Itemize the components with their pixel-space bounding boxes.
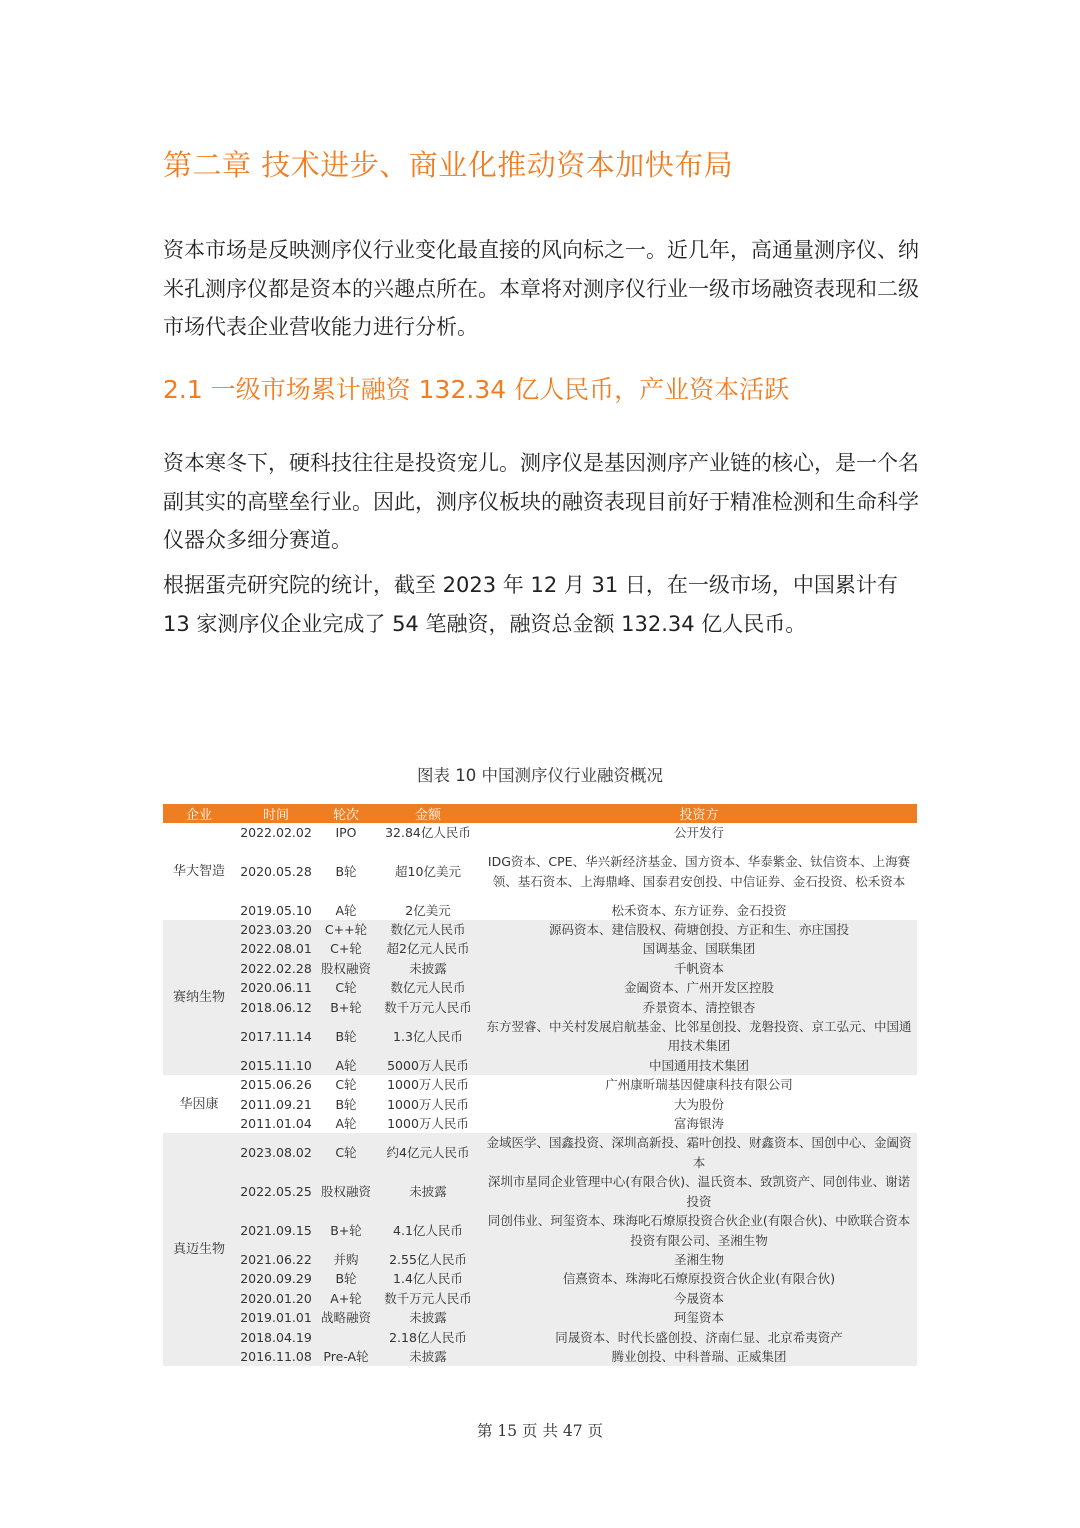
round-cell: B+轮 (317, 998, 375, 1017)
body-paragraph: 资本寒冬下，硬科技往往是投资宠儿。测序仪是基因测序产业链的核心，是一个名副其实的高壁垒行业。因此，测序仪板块的融资表现目前好于精准检测和生命科学仪器众多细分赛道。 (163, 451, 919, 552)
date-cell: 2020.05.28 (240, 863, 312, 879)
investors-cell: 国调基金、国联集团 (481, 939, 917, 958)
round-cell: 战略融资 (317, 1308, 375, 1327)
amount-cell: 超2亿元人民币 (375, 939, 481, 958)
round-cell: B轮 (317, 1017, 375, 1056)
amount-cell: 数亿元人民币 (375, 978, 481, 997)
date-cell: 2023.08.02 (235, 1133, 317, 1172)
investors-cell: 广州康昕瑞基因健康科技有限公司 (605, 1077, 793, 1093)
investors-cell: 富海银涛 (673, 1116, 724, 1132)
investors-cell: IDG资本、CPE、华兴新经济基金、国方资本、华泰紫金、钛信资本、上海赛领、基石资本、上海鼎峰、国泰君安创投、中信证券、金石投资、松禾资本 (487, 854, 911, 889)
amount-cell: 1.4亿人民币 (375, 1269, 481, 1288)
round-cell: C轮 (317, 978, 375, 997)
table-row (163, 978, 917, 997)
company-group (163, 1075, 917, 1133)
amount-cell: 4.1亿人民币 (375, 1211, 481, 1250)
amount-cell: 数亿元人民币 (375, 920, 481, 939)
date-cell: 2021.09.15 (235, 1211, 317, 1250)
amount-cell: 数千万元人民币 (375, 1289, 481, 1308)
round-cell: IPO (335, 825, 357, 840)
date-cell: 2018.06.12 (235, 998, 317, 1017)
round-cell: B轮 (335, 863, 357, 879)
date-cell: 2015.11.10 (235, 1056, 317, 1075)
table-row (163, 1308, 917, 1327)
investors-cell: 信熹资本、珠海叱石燎原投资合伙企业(有限合伙) (481, 1269, 917, 1288)
round-cell: A轮 (335, 1116, 357, 1132)
table-header-row (163, 804, 917, 823)
col-header-amount: 金额 (375, 804, 481, 823)
date-cell: 2021.06.22 (235, 1250, 317, 1269)
date-cell: 2020.01.20 (235, 1289, 317, 1308)
col-header-date: 时间 (235, 804, 317, 823)
amount-cell: 约4亿元人民币 (375, 1133, 481, 1172)
amount-cell: 1000万人民币 (387, 1077, 469, 1093)
table-row (163, 998, 917, 1017)
investors-cell: 腾业创投、中科普瑞、正威集团 (481, 1347, 917, 1366)
round-cell: B轮 (317, 1269, 375, 1288)
investors-cell: 同创伟业、珂玺资本、珠海叱石燎原投资合伙企业(有限合伙)、中欧联合资本投资有限公司、圣湘生物 (481, 1211, 917, 1250)
table-row (163, 920, 917, 939)
financing-table (163, 804, 917, 1366)
investors-cell: 圣湘生物 (481, 1250, 917, 1269)
round-cell: A轮 (335, 902, 357, 918)
date-cell: 2022.05.25 (235, 1172, 317, 1211)
amount-cell: 未披露 (375, 1347, 481, 1366)
company-cell: 赛纳生物 (163, 920, 235, 1075)
page-number: 第 15 页 共 47 页 (476, 1422, 604, 1440)
investors-cell: 大为股份 (673, 1096, 724, 1112)
investors-cell: 今晟资本 (481, 1289, 917, 1308)
company-cell: 华因康 (179, 1096, 219, 1112)
table-row (163, 1328, 917, 1347)
round-cell: 股权融资 (317, 1172, 375, 1211)
date-cell: 2011.09.21 (240, 1096, 312, 1112)
amount-cell: 1.3亿人民币 (375, 1017, 481, 1056)
section-title: 2.1 一级市场累计融资 132.34 亿人民币，产业资本活跃 (163, 375, 790, 404)
table-row (163, 1017, 917, 1056)
round-cell: 股权融资 (317, 959, 375, 978)
figure-caption: 图表 10 中国测序仪行业融资概况 (417, 766, 663, 785)
date-cell: 2018.04.19 (235, 1328, 317, 1347)
investors-cell: 深圳市星同企业管理中心(有限合伙)、温氏资本、致凯资产、同创伟业、谢诺投资 (481, 1172, 917, 1211)
date-cell: 2011.01.04 (240, 1116, 312, 1132)
table-row (163, 959, 917, 978)
investors-cell: 千帆资本 (481, 959, 917, 978)
investors-cell: 东方翌睿、中关村发展启航基金、比邻星创投、龙磐投资、京工弘元、中国通用技术集团 (481, 1017, 917, 1056)
investors-cell: 中国通用技术集团 (481, 1056, 917, 1075)
table-row (163, 1289, 917, 1308)
date-cell: 2019.05.10 (240, 902, 312, 918)
investors-cell: 金域医学、国鑫投资、深圳高新投、霜叶创投、财鑫资本、国创中心、金阖资本 (481, 1133, 917, 1172)
amount-cell: 1000万人民币 (387, 1116, 469, 1132)
table-row (163, 939, 917, 958)
table-row (163, 1269, 917, 1288)
investors-cell: 松禾资本、东方证券、金石投资 (611, 902, 787, 918)
investors-cell: 金阖资本、广州开发区控股 (481, 978, 917, 997)
amount-cell: 数千万元人民币 (375, 998, 481, 1017)
col-header-company: 企业 (163, 804, 235, 823)
date-cell: 2022.02.28 (235, 959, 317, 978)
amount-cell: 5000万人民币 (375, 1056, 481, 1075)
table-row (163, 901, 917, 920)
round-cell: B+轮 (317, 1211, 375, 1250)
amount-cell: 未披露 (375, 959, 481, 978)
investors-cell: 乔景资本、清控银杏 (481, 998, 917, 1017)
amount-cell: 2亿美元 (405, 902, 451, 918)
date-cell: 2016.11.08 (235, 1347, 317, 1366)
col-header-investors: 投资方 (481, 804, 917, 823)
amount-cell: 2.55亿人民币 (375, 1250, 481, 1269)
round-cell: C轮 (335, 1077, 357, 1093)
round-cell: C++轮 (317, 920, 375, 939)
amount-cell: 2.18亿人民币 (375, 1328, 481, 1347)
investors-cell: 珂玺资本 (481, 1308, 917, 1327)
date-cell: 2019.01.01 (235, 1308, 317, 1327)
company-cell: 华大智造 (172, 863, 225, 879)
round-cell (317, 1328, 375, 1347)
company-group (163, 1133, 917, 1366)
date-cell: 2015.06.26 (240, 1077, 312, 1093)
investors-cell: 源码资本、建信股权、荷塘创投、方正和生、亦庄国投 (481, 920, 917, 939)
intro-paragraph: 资本市场是反映测序仪行业变化最直接的风向标之一。近几年，高通量测序仪、纳米孔测序仪都是资本的兴趣点所在。本章将对测序仪行业一级市场融资表现和二级市场代表企业营收能力进行分析。 (163, 238, 919, 339)
table-row (163, 1347, 917, 1366)
amount-cell: 未披露 (375, 1172, 481, 1211)
date-cell: 2020.06.11 (235, 978, 317, 997)
round-cell: C+轮 (317, 939, 375, 958)
table-row (163, 1133, 917, 1172)
date-cell: 2017.11.14 (235, 1017, 317, 1056)
date-cell: 2022.08.01 (235, 939, 317, 958)
col-header-round: 轮次 (317, 804, 375, 823)
date-cell: 2020.09.29 (235, 1269, 317, 1288)
table-row (163, 1095, 917, 1114)
round-cell: A轮 (317, 1056, 375, 1075)
table-row (163, 1056, 917, 1075)
round-cell: 并购 (317, 1250, 375, 1269)
round-cell: A+轮 (317, 1289, 375, 1308)
table-row (163, 1114, 917, 1133)
table-row (163, 1211, 917, 1250)
round-cell: B轮 (335, 1096, 357, 1112)
body-paragraph: 根据蛋壳研究院的统计，截至 2023 年 12 月 31 日，在一级市场，中国累计有 13 家测序仪企业完成了 54 笔融资，融资总金额 132.34 亿人民币。 (163, 573, 898, 636)
date-cell: 2022.02.02 (240, 825, 312, 840)
chapter-title: 第二章 技术进步、商业化推动资本加快布局 (163, 148, 734, 182)
amount-cell: 未披露 (375, 1308, 481, 1327)
round-cell: Pre-A轮 (317, 1347, 375, 1366)
amount-cell: 1000万人民币 (387, 1096, 469, 1112)
table-row (163, 1250, 917, 1269)
investors-cell: 同晟资本、时代长盛创投、济南仁显、北京希夷资产 (481, 1328, 917, 1347)
company-group (163, 823, 917, 920)
date-cell: 2023.03.20 (235, 920, 317, 939)
table-row (163, 1172, 917, 1211)
company-group (163, 920, 917, 1075)
amount-cell: 超10亿美元 (395, 863, 461, 879)
table-row (163, 842, 917, 900)
investors-cell: 公开发行 (673, 825, 724, 840)
company-cell: 真迈生物 (163, 1133, 235, 1366)
round-cell: C轮 (317, 1133, 375, 1172)
amount-cell: 32.84亿人民币 (385, 825, 471, 840)
table-row (163, 823, 917, 842)
table-row (163, 1075, 917, 1094)
